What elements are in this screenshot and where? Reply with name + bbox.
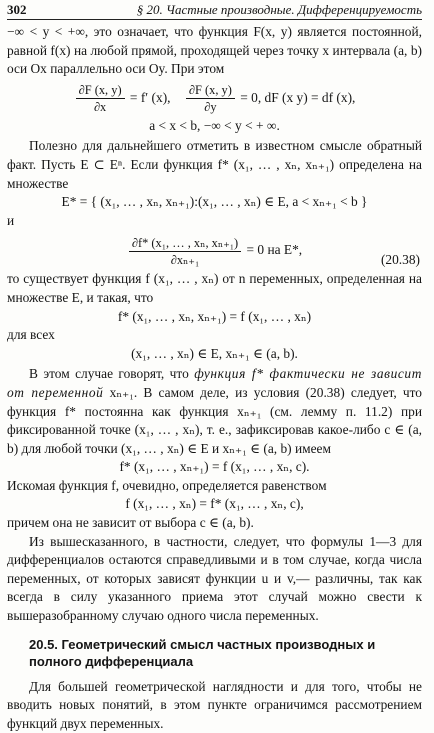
paragraph-3: то существует функция f (x₁, … , xₙ) от n переменных, определенная на множестве E, и такая, что: [7, 271, 422, 305]
fraction-dfdy: $\frac{\partial F (x, y)}{\partial y}$: [186, 82, 235, 115]
paragraph-8: Для большей геометрической наглядности и для того, чтобы не вводить новых понятий, в этом пункте ограничимся рассмотрением функций двух переменных.: [7, 678, 422, 731]
fraction-partial-xn1: $\frac{\text{∂f* (x₁, … , xₙ, xₙ₊₁)}}{\text{∂xₙ₊₁}}$: [129, 235, 241, 268]
paragraph-7: Из вышесказанного, в частности, следует, что формулы 1—3 для дифференциалов остаются справедливыми и в том случае, когда числа переменных, от которых зависят функции u и v,— различны, так как всегда в силу указанного приема этот случай можно свести к вышеразобранному случаю одного числа переменных.: [7, 533, 422, 624]
paragraph-4: В этом случае говорят, что функция f* фактически не зависит от переменной xₙ₊₁. В самом деле, из условия (20.38) следует, что функция f* постоянна как функция xₙ₊₁ (см. лемму п. 11.2) при фиксированной точке (x₁, … , xₙ), т. е., зафиксировав какое-либо c ∈ (a, b) для любой точки (x₁, … , xₙ) ∈ E и xₙ₊₁ ∈ (a, b) имеем: [7, 366, 422, 456]
page-body: [7, 23, 422, 733]
emphasis-text: функция f* фактически не зависит от переменной: [7, 366, 422, 400]
page-number: 302: [7, 2, 27, 17]
equation-set-e-star: E* = { (x₁, … , xₙ, xₙ₊₁):(x₁, … , xₙ) ∈ E, a < xₙ₊₁ < b }: [61, 194, 368, 210]
word-and: и: [7, 212, 15, 228]
fraction-dfdx: $\frac{\partial F (x, y)}{\partial x}$: [76, 82, 125, 115]
paragraph-5: Искомая функция f, очевидно, определяется равенством: [7, 477, 327, 493]
paragraph-6: причем она не зависит от выбора c ∈ (a, b).: [7, 515, 254, 531]
equation-definition-f: f (x₁, … , xₙ) = f* (x₁, … , xₙ, c),: [125, 496, 304, 512]
equation-20-38: $\frac{\text{∂f* (x₁, … , xₙ, xₙ₊₁)}}{\text{∂xₙ₊₁}}$ = 0 на E*, (20.38): [7, 230, 422, 270]
equation-domain: (x₁, … , xₙ) ∈ E, xₙ₊₁ ∈ (a, b).: [131, 345, 298, 361]
word-forall: для всех: [7, 327, 55, 343]
equation-number: (20.38): [380, 252, 420, 268]
section-heading: 20.5. Геометрический смысл частных производных и полного дифференциала: [29, 636, 376, 669]
paragraph-2: Полезно для дальнейшего отметить в известном смысле обратный факт. Пусть E ⊂ Eⁿ. Если функция f* (x₁, … , xₙ, xₙ₊₁) определена на множестве: [7, 138, 422, 191]
equation-condition: a < x < b, −∞ < y < + ∞.: [149, 117, 280, 133]
equation-f-star: f* (x₁, … , xₙ, xₙ₊₁) = f (x₁, … , xₙ): [117, 308, 312, 324]
equation-fixed-c: f* (x₁, … , xₙ₊₁) = f (x₁, … , xₙ, c).: [119, 459, 310, 475]
running-header: [7, 1, 422, 20]
paragraph-1: −∞ < y < +∞, это означает, что функция F(x, y) является постоянной, равной f(x) на любой прямой, проходящей через точку x интервала (a, b) оси Ox параллельно оси Oy. При этом: [7, 24, 422, 77]
running-title: § 20. Частные производные. Дифференцируемость: [136, 2, 422, 17]
equation-partials: $\frac{\partial F (x, y)}{\partial x}$ = f′ (x), $\frac{\partial F (x, y)}{\partial y}$ = 0, dF (x y) = df (x),: [7, 79, 422, 117]
